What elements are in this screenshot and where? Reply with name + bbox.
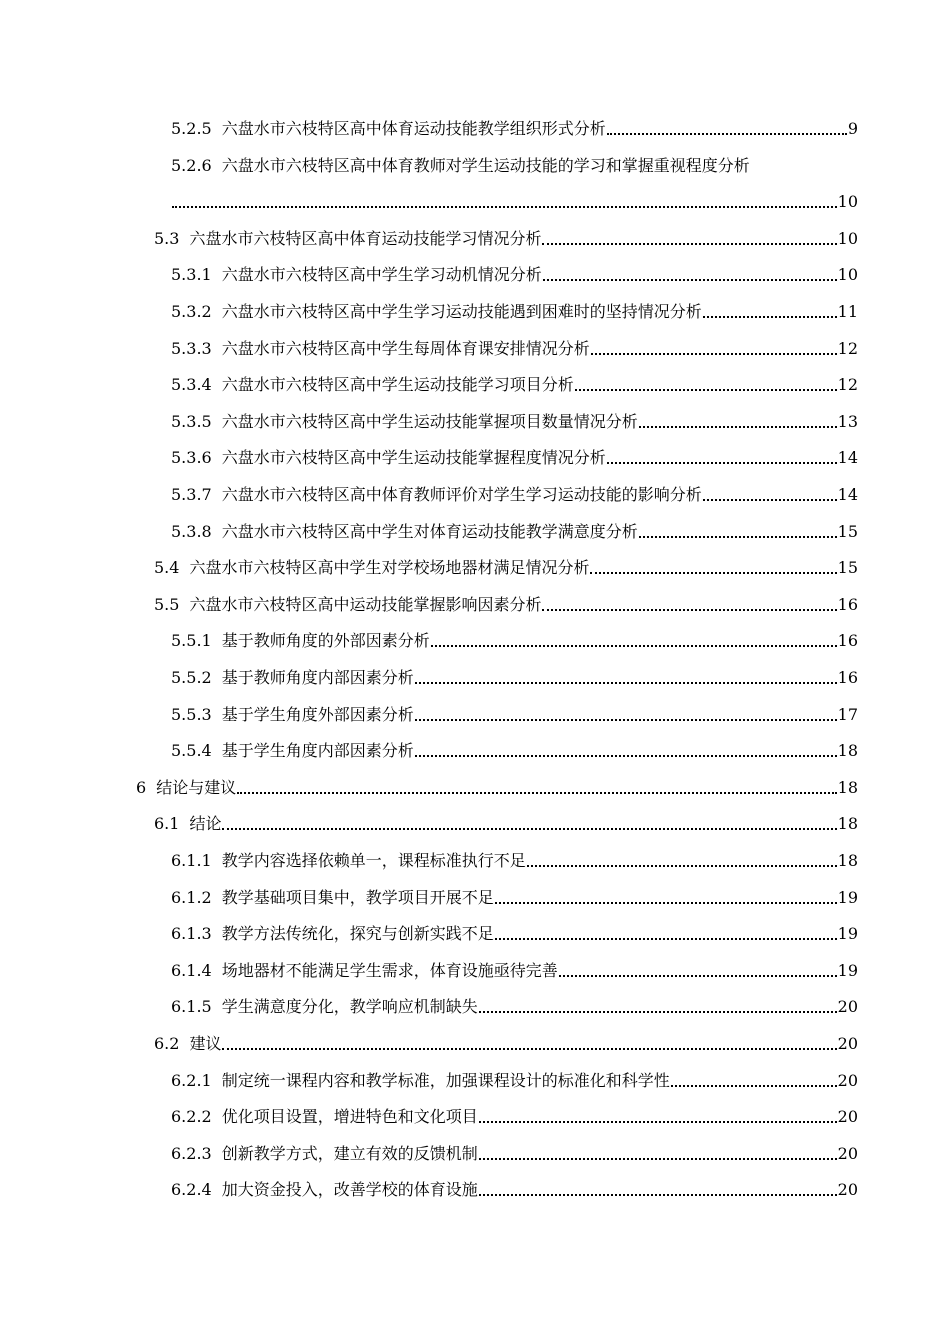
- toc-entry[interactable]: [154, 592, 858, 618]
- toc-entry-page: 9: [847, 119, 858, 138]
- toc-entry[interactable]: [171, 1104, 858, 1130]
- toc-entry-page: 18: [837, 814, 858, 834]
- toc-entry-number: 5.4: [154, 558, 180, 578]
- toc-entry-number: 5.3.2: [171, 302, 212, 321]
- toc-entry[interactable]: [136, 775, 858, 801]
- toc-entry-title: 六盘水市六枝特区高中学生运动技能掌握程度情况分析: [221, 448, 606, 468]
- toc-leader-dots: [639, 536, 837, 538]
- toc-entry-page: 10: [837, 265, 858, 285]
- toc-entry-number: 6.2.1: [171, 1070, 212, 1090]
- toc-entry-title: 基于学生角度内部因素分析: [221, 741, 414, 761]
- toc-leader-dots: [543, 279, 837, 281]
- toc-entry-title: 六盘水市六枝特区高中体育运动技能学习情况分析: [189, 228, 542, 248]
- toc-entry-title: 制定统一课程内容和教学标准，加强课程设计的标准化和科学性: [221, 1070, 670, 1090]
- toc-entry-page: 20: [837, 1034, 858, 1053]
- toc-entry-page: 19: [837, 924, 858, 944]
- toc-entry[interactable]: [171, 445, 858, 471]
- toc-entry-number: 5.3.8: [171, 521, 212, 541]
- toc-entry-title: 六盘水市六枝特区高中体育教师对学生运动技能的学习和掌握重视程度分析: [221, 155, 750, 175]
- toc-entry-title: 基于教师角度的外部因素分析: [221, 631, 430, 651]
- toc-entry-page: 10: [837, 228, 858, 248]
- toc-entry-number: 6.1.4: [171, 960, 212, 980]
- toc-entry-page: 20: [837, 1070, 858, 1090]
- toc-entry-title: 六盘水市六枝特区高中学生学习运动技能遇到困难时的坚持情况分析: [221, 302, 702, 321]
- toc-entry[interactable]: [171, 885, 858, 911]
- toc-entry-page: 13: [837, 411, 858, 431]
- toc-entry[interactable]: [171, 958, 858, 984]
- toc-leader-dots: [222, 1048, 836, 1050]
- toc-entry-page: 15: [837, 558, 858, 578]
- toc-entry-number: 5.3: [154, 228, 180, 248]
- toc-entry-page: 19: [837, 960, 858, 980]
- toc-entry[interactable]: [154, 811, 858, 837]
- toc-entry[interactable]: [171, 116, 858, 142]
- toc-entry-page: 18: [837, 741, 858, 761]
- toc-entry-page: 12: [837, 338, 858, 358]
- toc-entry-page: 18: [837, 851, 858, 870]
- toc-entry-number: 6.2.2: [171, 1107, 212, 1127]
- toc-leader-dots: [639, 426, 837, 428]
- toc-entry-title: 场地器材不能满足学生需求，体育设施亟待完善: [221, 960, 558, 980]
- toc-entry-page: 14: [837, 448, 858, 468]
- toc-entry-title: 教学方法传统化，探究与创新实践不足: [221, 924, 494, 944]
- toc-entry-page: 14: [837, 485, 858, 504]
- toc-entry[interactable]: [154, 1031, 858, 1057]
- toc-entry-page: 20: [837, 1180, 858, 1200]
- toc-entry-number: 5.5.3: [171, 704, 212, 724]
- toc-leader-dots: [607, 133, 847, 135]
- toc-entry-title: 结论与建议: [156, 777, 237, 797]
- toc-entry-number: 5.5.1: [171, 631, 212, 651]
- toc-leader-dots: [591, 353, 837, 355]
- toc-entry-number: 6.2: [154, 1034, 180, 1053]
- toc-entry-page: 20: [837, 1143, 858, 1163]
- toc-entry-number: 6.1.2: [171, 887, 212, 907]
- toc-entry-page: 15: [837, 521, 858, 541]
- toc-entry[interactable]: [171, 372, 858, 398]
- toc-leader-dots: [671, 1085, 837, 1087]
- toc-entry-number: 5.3.6: [171, 448, 212, 468]
- toc-entry-title: 六盘水市六枝特区高中学生对体育运动技能教学满意度分析: [221, 521, 638, 541]
- toc-entry-continuation[interactable]: [171, 189, 858, 215]
- toc-entry[interactable]: [154, 226, 858, 252]
- toc-entry-page: 16: [837, 594, 858, 614]
- toc-entry[interactable]: [171, 519, 858, 545]
- toc-entry[interactable]: [171, 482, 858, 508]
- toc-entry-page: 11: [837, 302, 858, 321]
- toc-entry[interactable]: [171, 702, 858, 728]
- toc-entry-title: 结论: [189, 814, 222, 834]
- toc-entry[interactable]: [171, 738, 858, 764]
- toc-entry-page: 18: [837, 777, 858, 797]
- toc-leader-dots: [479, 1194, 837, 1196]
- toc-leader-dots: [542, 609, 836, 611]
- toc-entry-page: 20: [837, 1107, 858, 1127]
- toc-leader-dots: [479, 1121, 837, 1123]
- toc-leader-dots: [431, 645, 837, 647]
- toc-entry-title: 六盘水市六枝特区高中运动技能掌握影响因素分析: [189, 594, 542, 614]
- toc-entry-title: 六盘水市六枝特区高中体育教师评价对学生学习运动技能的影响分析: [221, 485, 702, 504]
- toc-entry-title: 加大资金投入，改善学校的体育设施: [221, 1180, 478, 1200]
- toc-entry[interactable]: [171, 628, 858, 654]
- toc-entry-number: 5.5.2: [171, 668, 212, 687]
- toc-entry[interactable]: [171, 921, 858, 947]
- toc-entry[interactable]: [171, 1068, 858, 1094]
- toc-leader-dots: [590, 572, 836, 574]
- toc-entry-number: 6.1.5: [171, 997, 212, 1017]
- toc-entry-page: 10: [837, 192, 858, 212]
- toc-entry-number: 5.3.7: [171, 485, 212, 504]
- toc-leader-dots: [479, 1011, 837, 1013]
- toc-leader-dots: [703, 316, 837, 318]
- toc-entry[interactable]: [171, 1177, 858, 1203]
- toc-leader-dots: [575, 389, 837, 391]
- toc-leader-dots: [495, 938, 837, 940]
- toc-entry-title: 六盘水市六枝特区高中学生学习动机情况分析: [221, 265, 542, 285]
- toc-entry-title: 教学内容选择依赖单一，课程标准执行不足: [221, 851, 526, 870]
- toc-entry-title: 教学基础项目集中，教学项目开展不足: [221, 887, 494, 907]
- toc-leader-dots: [222, 828, 836, 830]
- toc-entry-number: 5.5.4: [171, 741, 212, 761]
- toc-entry[interactable]: [171, 848, 858, 874]
- toc-leader-dots: [527, 865, 837, 867]
- toc-entry-page: 12: [837, 375, 858, 395]
- toc-entry-number: 6.1.3: [171, 924, 212, 944]
- toc-entry-title: 学生满意度分化，教学响应机制缺失: [221, 997, 478, 1017]
- toc-leader-dots: [415, 682, 837, 684]
- toc-entry-number: 5.5: [154, 594, 180, 614]
- toc-leader-dots: [172, 206, 837, 208]
- toc-entry-number: 5.3.3: [171, 338, 212, 358]
- toc-entry-title: 基于教师角度内部因素分析: [221, 668, 414, 687]
- toc-entry-number: 5.2.6: [171, 155, 212, 175]
- toc-entry[interactable]: [154, 555, 858, 581]
- toc-entry[interactable]: [171, 262, 858, 288]
- toc-entry-number: 6.1: [154, 814, 180, 834]
- toc-leader-dots: [495, 902, 837, 904]
- toc-entry-number: 6: [136, 777, 147, 797]
- toc-entry-page: 16: [837, 631, 858, 651]
- toc-entry-title: 基于学生角度外部因素分析: [221, 704, 414, 724]
- toc-entry-number: 6.2.4: [171, 1180, 212, 1200]
- toc-entry-title: 优化项目设置，增进特色和文化项目: [221, 1107, 478, 1127]
- toc-leader-dots: [607, 462, 837, 464]
- toc-entry-number: 5.2.5: [171, 119, 212, 138]
- toc-entry-title: 六盘水市六枝特区高中学生对学校场地器材满足情况分析: [189, 558, 590, 578]
- toc-entry-page: 20: [837, 997, 858, 1017]
- toc-entry[interactable]: [171, 1141, 858, 1167]
- toc-entry-number: 6.1.1: [171, 851, 212, 870]
- toc-leader-dots: [415, 719, 837, 721]
- toc-entry[interactable]: [171, 336, 858, 362]
- toc-entry[interactable]: [171, 665, 858, 691]
- toc-entry-number: 5.3.4: [171, 375, 212, 395]
- toc-entry-title: 六盘水市六枝特区高中学生每周体育课安排情况分析: [221, 338, 590, 358]
- toc-entry-title: 六盘水市六枝特区高中体育运动技能教学组织形式分析: [221, 119, 606, 138]
- toc-entry[interactable]: [171, 299, 858, 325]
- toc-leader-dots: [703, 499, 837, 501]
- toc-entry-title-line: [171, 153, 861, 179]
- toc-entry-page: 16: [837, 668, 858, 687]
- toc-leader-dots: [559, 975, 837, 977]
- toc-entry[interactable]: [171, 409, 858, 435]
- toc-entry-page: 17: [837, 704, 858, 724]
- toc-entry[interactable]: [171, 994, 858, 1020]
- toc-entry-number: 6.2.3: [171, 1143, 212, 1163]
- toc-entry-title: 建议: [189, 1034, 222, 1053]
- toc-entry-title: 六盘水市六枝特区高中学生运动技能掌握项目数量情况分析: [221, 411, 638, 431]
- toc-leader-dots: [415, 755, 837, 757]
- toc-entry-title: 六盘水市六枝特区高中学生运动技能学习项目分析: [221, 375, 574, 395]
- toc-entry-number: 5.3.5: [171, 411, 212, 431]
- toc-entry-page: 19: [837, 887, 858, 907]
- toc-leader-dots: [479, 1158, 837, 1160]
- toc-entry-number: 5.3.1: [171, 265, 212, 285]
- toc-leader-dots: [237, 792, 836, 794]
- toc-entry-title: 创新教学方式，建立有效的反馈机制: [221, 1143, 478, 1163]
- toc-leader-dots: [542, 243, 836, 245]
